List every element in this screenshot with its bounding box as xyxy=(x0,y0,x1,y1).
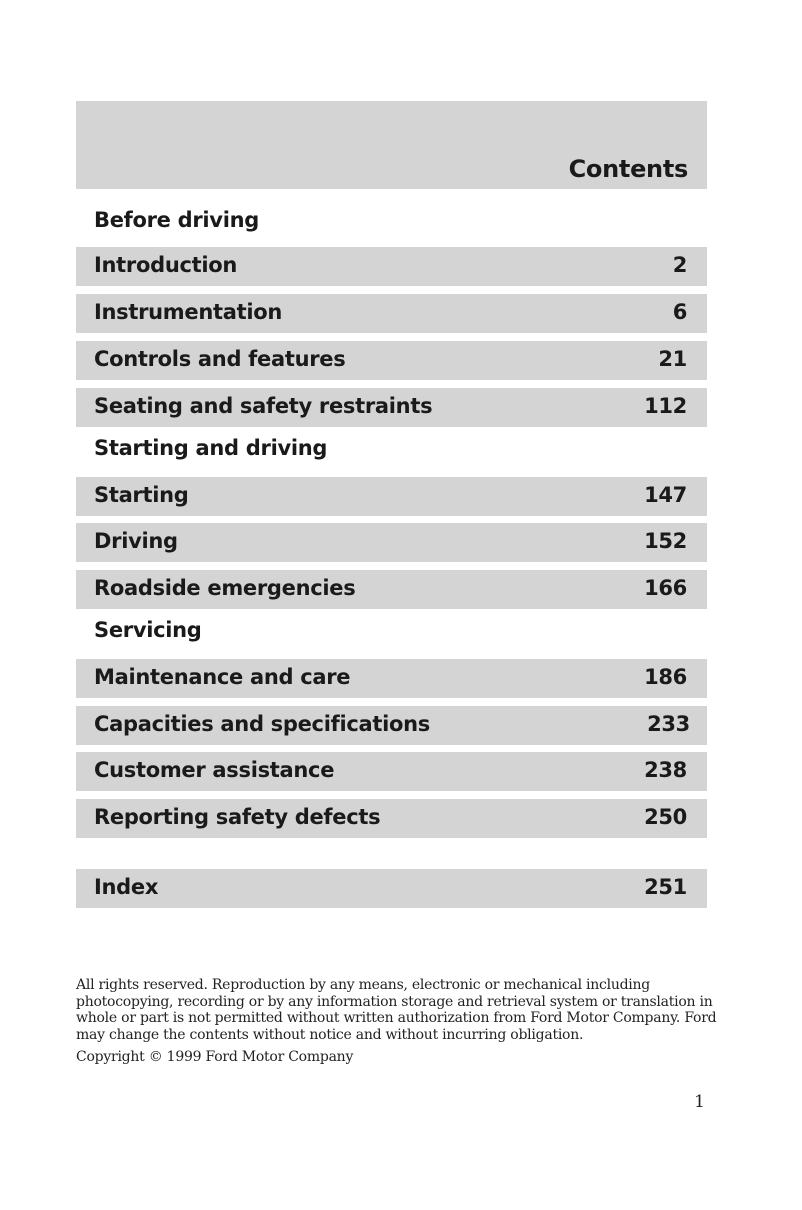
toc-entry-page: 2 xyxy=(672,253,687,277)
toc-entry-reporting-safety-defects[interactable] xyxy=(76,799,707,838)
toc-entry-page: 233 xyxy=(647,712,690,736)
toc-entry-label: Reporting safety defects xyxy=(94,805,381,829)
toc-entry-page: 152 xyxy=(644,529,687,553)
toc-entry-controls-and-features[interactable] xyxy=(76,341,707,380)
page-number: 1 xyxy=(694,1092,705,1112)
toc-entry-label: Driving xyxy=(94,529,178,553)
toc-entry-page: 238 xyxy=(644,758,687,782)
toc-entry-label: Seating and safety restraints xyxy=(94,394,433,418)
contents-header xyxy=(76,101,707,189)
toc-entry-label: Starting xyxy=(94,483,189,507)
toc-entry-label: Maintenance and care xyxy=(94,665,351,689)
toc-entry-label: Roadside emergencies xyxy=(94,576,356,600)
toc-entry-capacities-and-specifications[interactable] xyxy=(76,706,707,745)
toc-entry-label: Capacities and specifications xyxy=(94,712,430,736)
toc-entry-label: Introduction xyxy=(94,253,238,277)
toc-entry-page: 250 xyxy=(644,805,687,829)
toc-entry-starting[interactable] xyxy=(76,477,707,516)
toc-entry-page: 147 xyxy=(644,483,687,507)
toc-entry-page: 186 xyxy=(644,665,687,689)
toc-entry-index[interactable] xyxy=(76,869,707,908)
toc-entry-page: 112 xyxy=(644,394,687,418)
toc-entry-label: Customer assistance xyxy=(94,758,335,782)
legal-notice: All rights reserved. Reproduction by any means, electronic or mechanical including photocopying, recording or by any information storage and retrieval system or translation in whole or part is not permitted without written authorization from Ford Motor Company. Ford may change the contents without notice and without incurring obligation. xyxy=(76,977,717,1043)
toc-entry-page: 21 xyxy=(658,347,687,371)
toc-entry-introduction[interactable] xyxy=(76,247,707,286)
toc-entry-seating-and-safety-restraints[interactable] xyxy=(76,388,707,427)
toc-entry-roadside-emergencies[interactable] xyxy=(76,570,707,609)
toc-entry-maintenance-and-care[interactable] xyxy=(76,659,707,698)
toc-entry-label: Controls and features xyxy=(94,347,346,371)
toc-entry-page: 251 xyxy=(644,875,687,899)
toc-entry-label: Index xyxy=(94,875,159,899)
toc-entry-driving[interactable] xyxy=(76,523,707,562)
copyright-notice: Copyright © 1999 Ford Motor Company xyxy=(76,1049,354,1065)
toc-entry-page: 6 xyxy=(672,300,687,324)
section-heading-servicing: Servicing xyxy=(94,618,202,642)
section-heading-before-driving: Before driving xyxy=(94,208,259,232)
toc-entry-instrumentation[interactable] xyxy=(76,294,707,333)
section-heading-starting-and-driving: Starting and driving xyxy=(94,436,328,460)
toc-entry-label: Instrumentation xyxy=(94,300,283,324)
toc-entry-page: 166 xyxy=(644,576,687,600)
page-title: Contents xyxy=(568,155,688,183)
toc-entry-customer-assistance[interactable] xyxy=(76,752,707,791)
